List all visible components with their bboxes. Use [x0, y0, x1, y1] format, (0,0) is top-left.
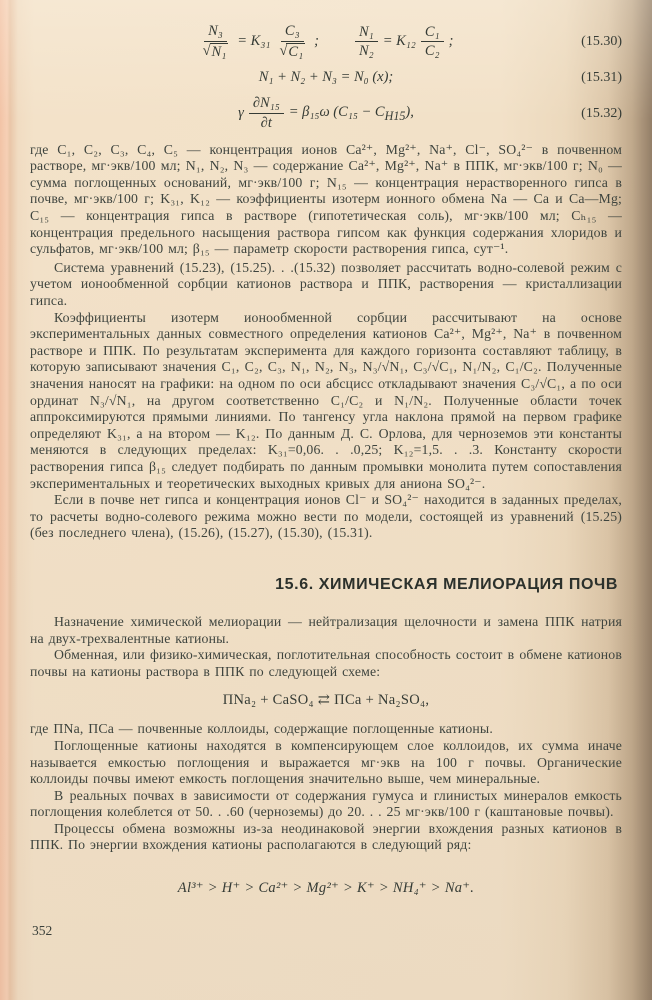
paragraph-no-gypsum-case: Если в почве нет гипса и концентрация ионов Cl⁻ и SO₄²⁻ находится в заданных пределах, то расчеты водно-солевого режима можно вести по модели, состоящей из уравнений (15.25) (без последнего члена), (15.26), (15.27), (15.30), (15.31). [30, 492, 622, 541]
radicand: C₁ [288, 43, 304, 60]
equals-coefficient: = K₃₁ [237, 33, 271, 50]
equation-rhs: = β₁₅ω $(C_{15} - C_{H15})$, [288, 103, 414, 123]
equation-15-31 [30, 69, 622, 86]
gamma-symbol: γ [238, 105, 244, 122]
equals-coefficient: = K₁₂ [382, 33, 416, 50]
fraction-denominator [275, 42, 309, 61]
ion-energy-series: Al³⁺ > H⁺ > Ca²⁺ > Mg²⁺ > K⁺ > NH₄⁺ > Na⁺. [177, 880, 475, 897]
fraction-denominator [199, 42, 233, 61]
fraction [355, 24, 378, 60]
equation-body: N₁ + N₂ + N₃ = N₀ (x); [258, 69, 394, 86]
equation-15-30 [30, 23, 622, 60]
fraction [199, 23, 233, 60]
radical-sign: √ [279, 42, 288, 59]
paragraph-purpose: Назначение химической мелиорации — нейтрализация щелочности и замена ППК натрия на двух-трехвалентные катионы. [30, 613, 622, 646]
paragraph-symbol-definitions: где C₁, C₂, C₃, C₄, C₅ — концентрация ионов Ca²⁺, Mg²⁺, Na⁺, Cl⁻, SO₄²⁻ в почвенном растворе, мг·экв/100 мл; N₁, N₂, N₃ — содержание Ca²⁺, Mg²⁺, Na⁺ в ППК, мг·экв/100 г; N₀ — сумма поглощенных оснований, мг·экв/100 г; N₁₅ — концентрация нерастворенного гипса в почве, мг·экв/100 г; K₃₁, K₁₂ — коэффициенты изотерм ионного обмена Na — Ca и Ca—Mg; C₁₅ — концентрация гипса в растворе (гипотетическая соль), мг·экв/100 мл; Cₕ₁₅ — концентрация предельного насыщения раствора гипсом как функция содержания хлоридов и сульфатов, мг·экв/100 мл; β₁₅ — параметр скорости растворения гипса, сут⁻¹. [30, 141, 622, 257]
paragraph-coefficients: Коэффициенты изотерм ионообменной сорбции рассчитывают на основе экспериментальных данных совместного определения катионов Ca²⁺, Mg²⁺, Na⁺ в почвенном растворе и ППК. По результатам эксперимента для каждого горизонта составляют таблицу, в которую записывают значения C₁, C₂, C₃, N₁, N₂, N₃, N₃/√N₁, C₃/√C₁, N₁/N₂, C₁/C₂. Полученные значения наносят на графики: на одном по оси абсцисс откладывают значения C₃/√C₁, а по оси ординат N₃/√N₁, на другом соответственно C₁/C₂ и N₁/N₂. Полученные области точек аппроксимируются прямыми линиями. По тангенсу угла наклона прямой на первом графике определяют K₃₁, а на втором — K₁₂. По данным Д. С. Орлова, для черноземов эти константы меняются в следующих пределах: K₃₁=0,06. . .0,25; K₁₂=1,5. . .3. Константу скорости растворения гипса β₁₅ следует подбирать по данным промывки монолита путем сопоставления экспериментальных и теоретических выходных кривых для аниона SO₄²⁻. [30, 309, 622, 491]
radical-sign: √ [202, 42, 211, 59]
fraction-denominator: C₂ [424, 43, 440, 60]
fraction-numerator: N₁ [355, 24, 378, 43]
paragraph-colloids-definition: где ПNa, ПCa — почвенные коллоиды, содержащие поглощенные катионы. [30, 721, 493, 737]
fraction-numerator: C₃ [281, 23, 304, 42]
fraction-numerator: N₃ [204, 23, 227, 42]
paragraph-exchange-capacity: Обменная, или физико-химическая, поглотительная способность состоит в обмене катионов почвы на катионы раствора в ППК по следующей схеме: [30, 647, 622, 679]
paragraph-absorbed-cations: Поглощенные катионы находятся в компенсирующем слое коллоидов, их сумма иначе называется емкостью поглощения и выражается мг·экв на 100 г почвы. Органические коллоиды почвы имеют емкость поглощения значительно выше, чем минеральные. [30, 737, 622, 787]
equation-body [238, 95, 414, 131]
fraction [275, 23, 309, 60]
equation-number: (15.30) [581, 33, 622, 49]
separator: ; [314, 33, 319, 50]
equation-number: (15.32) [581, 105, 622, 121]
paragraph-exchange-processes: Процессы обмена возможны из-за неодинаковой энергии вхождения разных катионов в ППК. По энергии вхождения катионы располагаются в следующий ряд: [30, 820, 622, 853]
section-heading: 15.6. ХИМИЧЕСКАЯ МЕЛИОРАЦИЯ ПОЧВ [275, 575, 618, 593]
paragraph-real-soils: В реальных почвах в зависимости от содержания гумуса и глинистых минералов емкость поглощения колеблется от 50. . .60 (черноземы) до 20. . . 25 мг·экв/100 г (каштановые почвы). [30, 787, 622, 820]
fraction-denominator: N₂ [358, 43, 374, 60]
radicand: N₁ [211, 43, 227, 60]
fraction-numerator: ∂N₁₅ [249, 95, 284, 114]
fraction-numerator: C₁ [421, 24, 444, 43]
equation-number: (15.31) [581, 69, 622, 85]
fraction [249, 95, 284, 131]
subscript: H15 [384, 108, 406, 123]
paragraph-system-of-equations: Система уравнений (15.23), (15.25). . .(15.32) позволяет рассчитать водно-солевой режим с учетом ионообменной сорбции катионов раствора и ППК, растворения — кристаллизации гипса. [30, 259, 622, 309]
page-number: 352 [32, 923, 53, 939]
chemical-equation: ПNa₂ + CaSO₄ ⇄ ПCa + Na₂SO₄, [222, 692, 430, 709]
fraction-denominator: ∂t [260, 115, 272, 132]
equation-15-32 [30, 95, 622, 131]
equation-block [30, 23, 622, 132]
fraction [421, 24, 444, 60]
equation-body [199, 23, 454, 60]
separator: ; [448, 33, 454, 50]
